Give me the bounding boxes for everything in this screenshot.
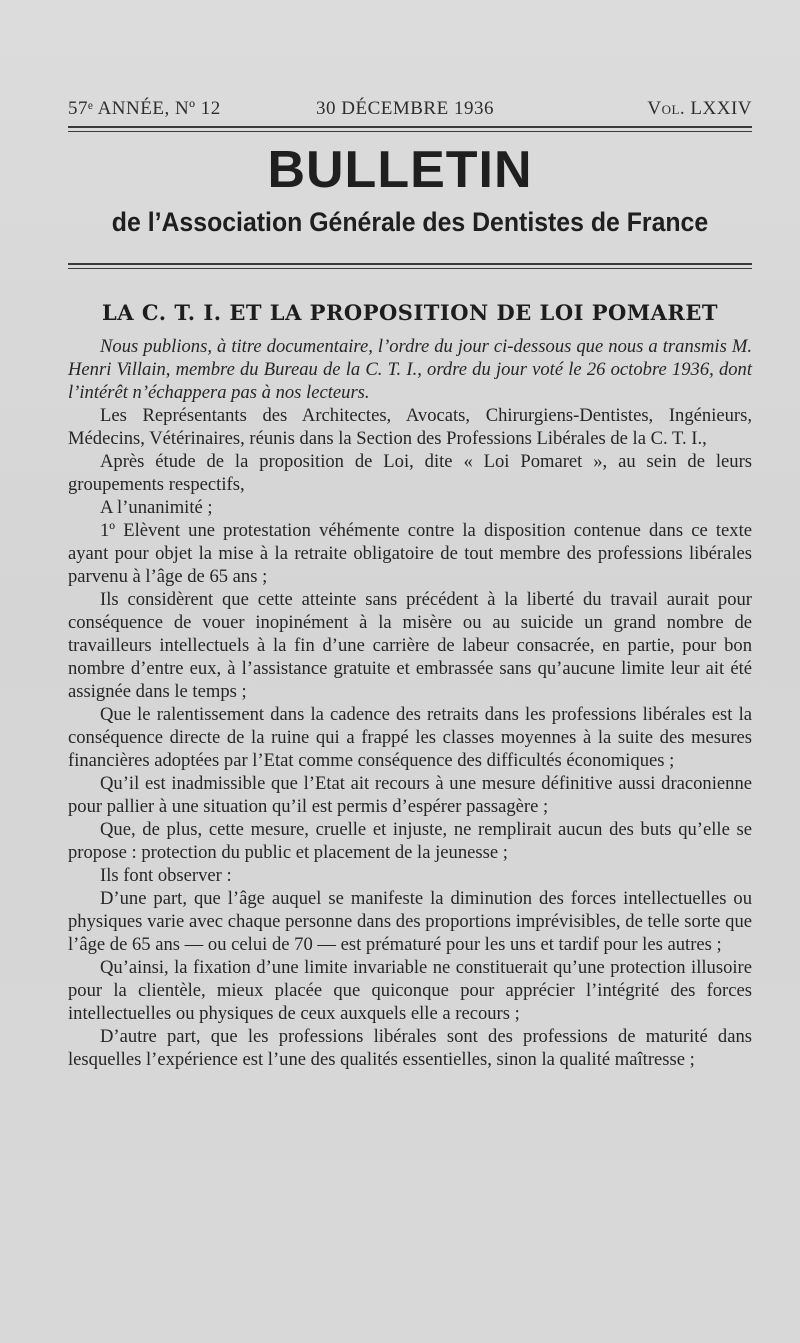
article-paragraph: Qu’il est inadmissible que l’Etat ait recours à une mesure définitive aussi draconienne pour pallier à une situation qu’il est permis d’espérer passagère ;: [68, 773, 752, 817]
article-paragraph: Qu’ainsi, la fixation d’une limite invariable ne constituerait qu’une protection illusoire pour la clientèle, mieux placée que quiconque pour apprécier l’intégrité des forces intellectuelles ou physiques de ceux auxquels elle a recours ;: [68, 957, 752, 1024]
issue-number: 57ᵉ ANNÉE, Nº 12: [68, 98, 221, 119]
article-paragraph: 1º Elèvent une protestation véhémente contre la disposition contenue dans ce texte ayant pour objet la mise à la retraite obligatoire de tout membre des professions libérales parvenu à l’âge de 65 ans ;: [68, 520, 752, 587]
article-intro: Nous publions, à titre documentaire, l’ordre du jour ci-dessous que nous a transmis M. Henri Villain, membre du Bureau de la C. T. I., ordre du jour voté le 26 octobre 1936, dont l’intérêt n’échappera pas à nos lecteurs.: [68, 336, 752, 403]
volume-number: Vol. LXXIV: [647, 98, 752, 119]
issue-date: 30 DÉCEMBRE 1936: [316, 98, 494, 119]
article-paragraph: Après étude de la proposition de Loi, dite « Loi Pomaret », au sein de leurs groupements respectifs,: [68, 451, 752, 495]
article-paragraph: A l’unanimité ;: [100, 497, 213, 518]
running-head: [68, 98, 752, 126]
header-rule: [68, 126, 752, 132]
article-paragraph: D’une part, que l’âge auquel se manifeste la diminution des forces intellectuelles ou physiques varie avec chaque personne dans des proportions imprévisibles, de telle sorte que l’âge de 65 ans — ou celui de 70 — est prématuré pour les uns et tardif pour les autres ;: [68, 888, 752, 955]
article-paragraph: Ils font observer :: [100, 865, 232, 886]
article-paragraph: D’autre part, que les professions libérales sont des professions de maturité dans lesquelles l’expérience est l’une des qualités essentielles, sinon la qualité maîtresse ;: [68, 1026, 752, 1070]
masthead-rule: [68, 263, 752, 269]
masthead-title: BULLETIN: [267, 141, 533, 199]
article-paragraph: Que le ralentissement dans la cadence des retraits dans les professions libérales est la conséquence directe de la ruine qui a frappé les classes moyennes à la suite des mesures financières adoptées par l’Etat comme conséquence des difficultés économiques ;: [68, 704, 752, 771]
article: [68, 300, 752, 1071]
article-title: LA C. T. I. ET LA PROPOSITION DE LOI POMARET: [102, 300, 718, 325]
article-paragraph: Les Représentants des Architectes, Avocats, Chirurgiens-Dentistes, Ingénieurs, Médecins, Vétérinaires, réunis dans la Section des Professions Libérales de la C. T. I.,: [68, 405, 752, 449]
article-paragraph: Ils considèrent que cette atteinte sans précédent à la liberté du travail aurait pour conséquence de vouer inopinément à la misère ou au suicide un grand nombre de travailleurs intellectuels à la fin d’une carrière de labeur consacrée, en partie, pour bon nombre d’entre eux, à l’assistance gratuite et embrassée sans qu’aucune limite leur ait été assignée dans le temps ;: [68, 589, 752, 702]
article-paragraph: Que, de plus, cette mesure, cruelle et injuste, ne remplirait aucun des buts qu’elle se propose : protection du public et placement de la jeunesse ;: [68, 819, 752, 863]
masthead-subtitle: de l’Association Générale des Dentistes de France: [111, 207, 709, 237]
